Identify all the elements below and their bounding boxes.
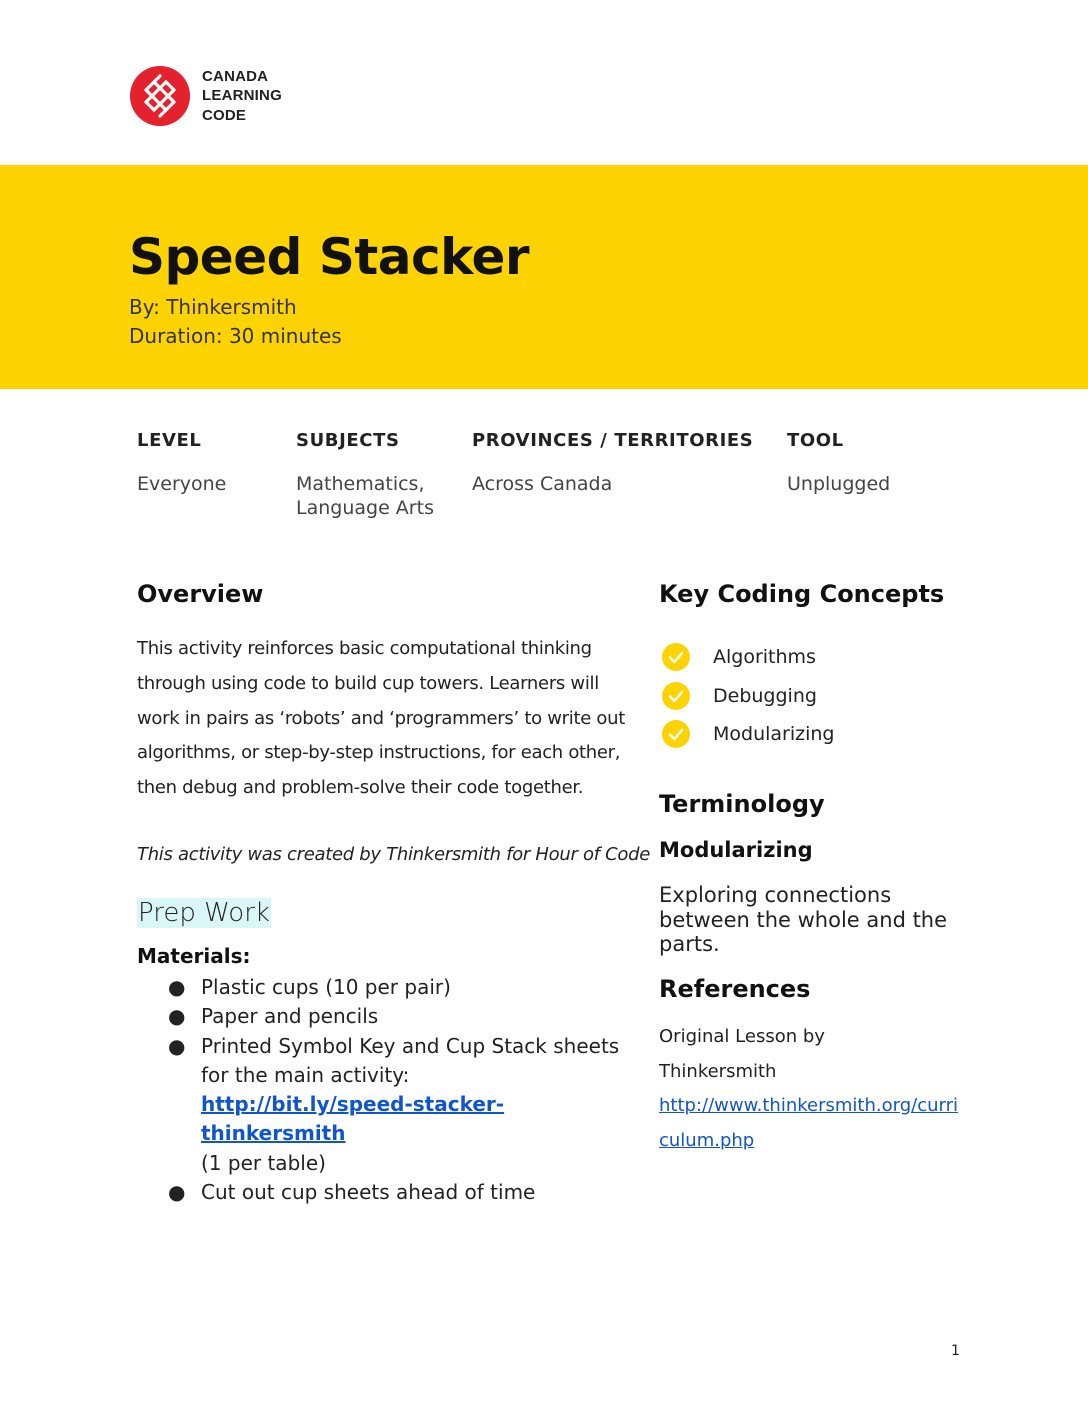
list-item-text: (1 per table) [201,1150,326,1175]
list-item [168,1178,648,1207]
author: By: Thinkersmith [129,295,297,319]
concept-label: Algorithms [713,646,816,668]
term-definition: Exploring connections between the whole and the parts. [659,883,948,957]
list-item [168,1032,648,1178]
overview-line: through using code to build cup towers. Learners will [137,672,599,694]
overview-text [137,632,647,806]
references-heading: References [659,975,811,1003]
tool-value: Unplugged [787,473,891,495]
overview-heading: Overview [137,580,264,608]
level-value: Everyone [137,473,227,495]
bullet-icon: ● [168,1004,186,1029]
tool-label: TOOL [787,430,844,451]
regions-label: PROVINCES / TERRITORIES [472,430,754,451]
checkmark-circle-icon [662,682,690,710]
list-item-text: Plastic cups (10 per pair) [201,975,451,999]
regions-value: Across Canada [472,473,613,495]
activity-credit: This activity was created by Thinkersmith for Hour of Code [137,844,651,865]
subjects-label: SUBJECTS [296,430,400,451]
list-item [168,973,648,1002]
list-item-text: Cut out cup sheets ahead of time [201,1180,536,1205]
canada-learning-code-logo-icon [130,66,190,126]
brand-name-line: CANADA [202,67,269,85]
bullet-icon: ● [168,975,186,999]
overview-line: algorithms, or step-by-step instructions, for each other, [137,742,621,764]
terminology-heading: Terminology [659,790,825,818]
overview-line: work in pairs as ‘robots’ and ‘programmers’ to write out [137,707,625,729]
bullet-icon: ● [168,1180,186,1205]
brand-name-line: CODE [202,106,247,124]
checkmark-circle-icon [662,720,690,748]
brand-name [202,67,282,126]
duration: Duration: 30 minutes [129,324,342,348]
subjects-value-line: Mathematics, [296,473,425,495]
concept-label: Debugging [713,685,817,707]
concept-label: Modularizing [713,723,835,745]
overview-line: This activity reinforces basic computational thinking [137,638,592,659]
thinkersmith-curriculum-link[interactable]: http://www.thinkersmith.org/curriculum.php [659,1095,958,1151]
list-item-text: Printed Symbol Key and Cup Stack sheets [201,1033,620,1058]
list-item-text: Paper and pencils [201,1004,379,1029]
level-label: LEVEL [137,430,202,451]
reference-text [659,1020,825,1089]
brand-name-line: LEARNING [202,87,282,105]
page-number: 1 [951,1343,960,1359]
list-item-text: for the main activity: [201,1062,410,1087]
page-title: Speed Stacker [129,228,530,286]
subjects-value-line: Language Arts [296,497,434,519]
checkmark-circle-icon [662,643,690,671]
reference-line: Thinkersmith [659,1060,777,1082]
concepts-heading: Key Coding Concepts [659,580,945,608]
term-name: Modularizing [659,838,813,862]
materials-list [168,973,648,1207]
reference-line: Original Lesson by [659,1026,825,1047]
list-item [168,1002,648,1031]
concept-item [662,720,835,748]
speed-stacker-link[interactable]: http://bit.ly/speed-stacker-thinkersmith [201,1092,505,1146]
concept-item [662,682,817,710]
concept-item [662,643,816,671]
brand-logo [130,66,282,126]
materials-label: Materials: [137,944,251,968]
prep-work-heading: Prep Work [138,898,270,928]
bullet-icon: ● [168,1033,186,1058]
subjects-value [296,472,434,520]
overview-line: then debug and problem-solve their code together. [137,777,584,799]
